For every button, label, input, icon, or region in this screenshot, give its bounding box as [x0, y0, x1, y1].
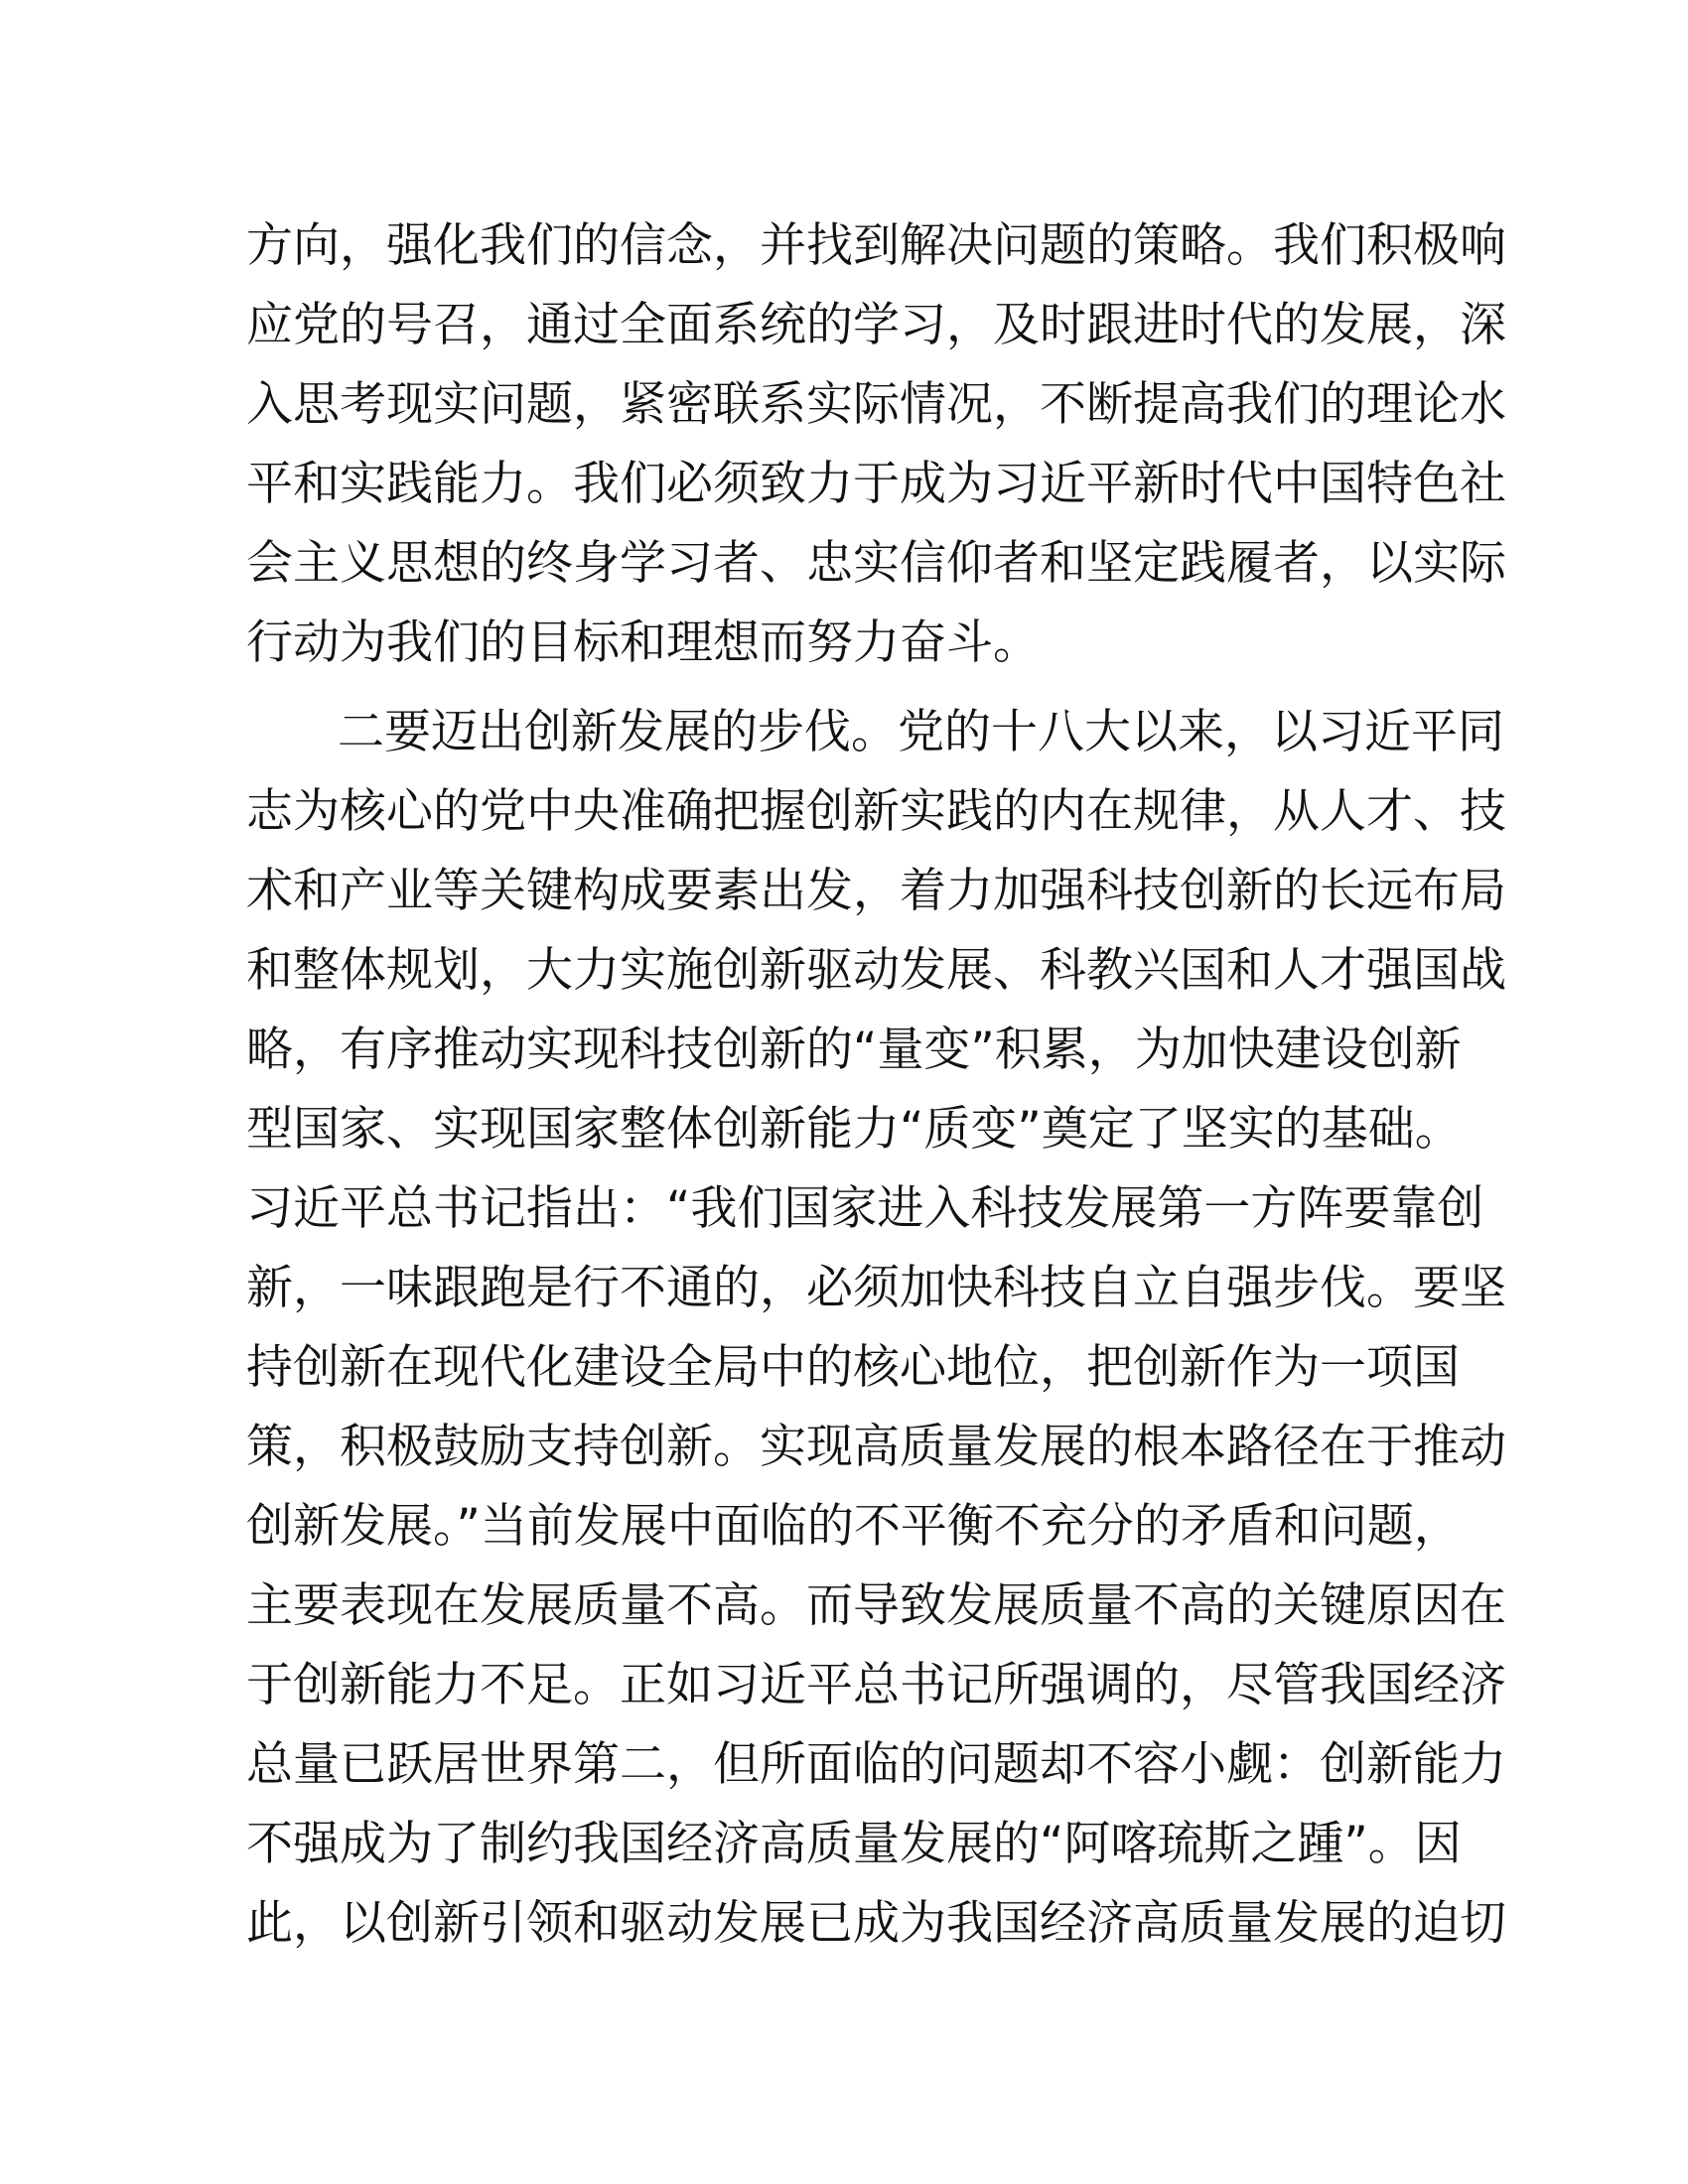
paragraph-1-line-3: 入思考现实问题，紧密联系实际情况，不断提高我们的理论水 [246, 377, 1506, 432]
paragraph-2-line-12: 主要表现在发展质量不高。而导致发展质量不高的关键原因在 [246, 1578, 1506, 1633]
paragraph-2-line-8: 新，一味跟跑是行不通的，必须加快科技自立自强步伐。要坚 [246, 1261, 1506, 1315]
paragraph-2-line-4: 和整体规划，大力实施创新驱动发展、科教兴国和人才强国战 [246, 943, 1506, 998]
paragraph-1-line-6: 行动为我们的目标和理想而努力奋斗。 [246, 615, 1040, 670]
paragraph-1-line-1: 方向，强化我们的信念，并找到解决问题的策略。我们积极响 [246, 218, 1506, 273]
paragraph-2-line-7: 习近平总书记指出：“我们国家进入科技发展第一方阵要靠创 [246, 1181, 1484, 1236]
paragraph-1-line-2: 应党的号召，通过全面系统的学习，及时跟进时代的发展，深 [246, 298, 1506, 352]
paragraph-2-line-2: 志为核心的党中央准确把握创新实践的内在规律，从人才、技 [246, 784, 1506, 839]
paragraph-2-line-13: 于创新能力不足。正如习近平总书记所强调的，尽管我国经济 [246, 1658, 1506, 1712]
paragraph-2-line-9: 持创新在现代化建设全局中的核心地位，把创新作为一项国 [246, 1340, 1460, 1395]
paragraph-1-line-4: 平和实践能力。我们必须致力于成为习近平新时代中国特色社 [246, 457, 1506, 511]
paragraph-2-line-15: 不强成为了制约我国经济高质量发展的“阿喀琉斯之踵”。因 [246, 1817, 1462, 1871]
paragraph-2-line-3: 术和产业等关键构成要素出发，着力加强科技创新的长远布局 [246, 864, 1506, 918]
paragraph-2-line-11: 创新发展。”当前发展中面临的不平衡不充分的矛盾和问题， [246, 1499, 1461, 1554]
paragraph-2-line-1: 二要迈出创新发展的步伐。党的十八大以来，以习近平同 [338, 705, 1504, 759]
paragraph-2-line-5: 略，有序推动实现科技创新的“量变”积累，为加快建设创新 [246, 1023, 1462, 1077]
paragraph-2-line-16: 此，以创新引领和驱动发展已成为我国经济高质量发展的迫切 [246, 1896, 1506, 1951]
paragraph-2-line-6: 型国家、实现国家整体创新能力“质变”奠定了坚实的基础。 [246, 1102, 1462, 1157]
paragraph-2-line-10: 策，积极鼓励支持创新。实现高质量发展的根本路径在于推动 [246, 1420, 1506, 1474]
paragraph-1-line-5: 会主义思想的终身学习者、忠实信仰者和坚定践履者，以实际 [246, 536, 1506, 591]
paragraph-2-line-14: 总量已跃居世界第二，但所面临的问题却不容小觑：创新能力 [246, 1737, 1506, 1792]
